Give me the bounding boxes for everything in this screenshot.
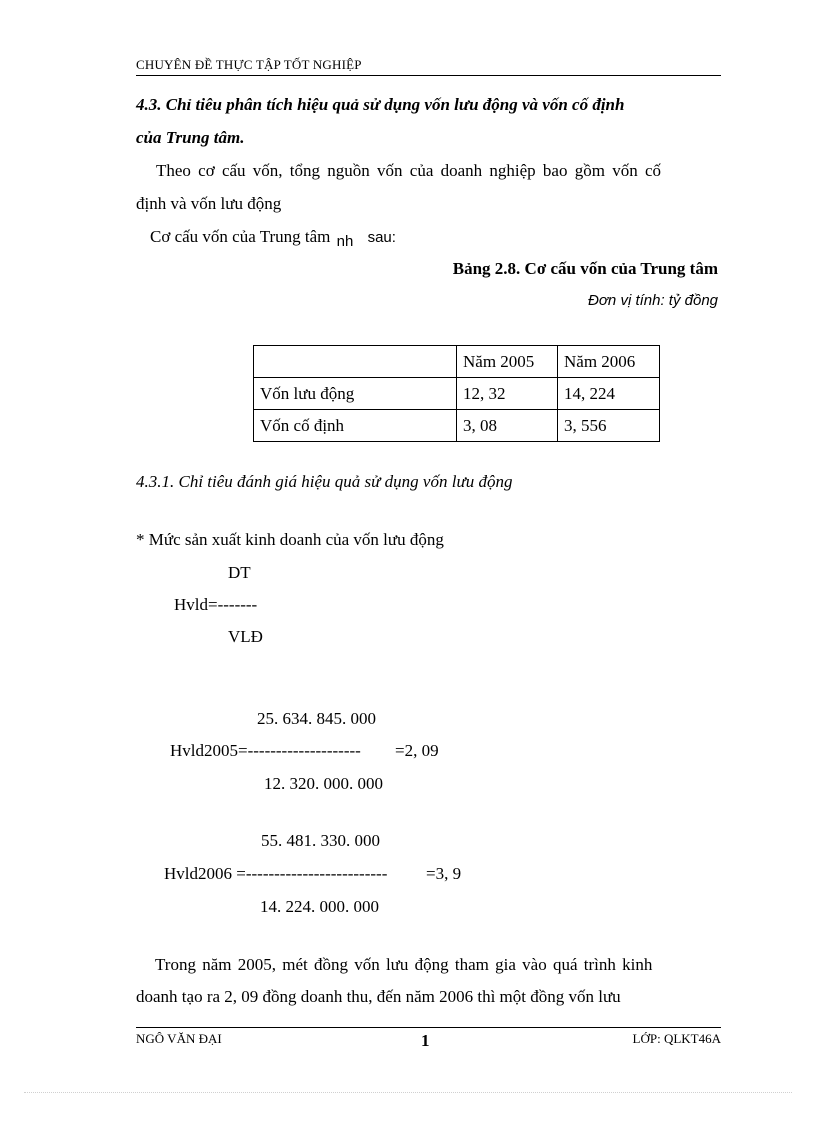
formula-denominator: 14. 224. 000. 000 [260, 897, 379, 916]
paragraph-line: Theo cơ cấu vốn, tổng nguồn vốn của doanh nghiệp bao gồm vốn cố [156, 161, 661, 180]
page-header-title: CHUYÊN ĐỀ THỰC TẬP TỐT NGHIỆP [136, 57, 362, 72]
formula-denominator: 12. 320. 000. 000 [264, 774, 383, 793]
table-header-cell [254, 346, 457, 378]
table-cell: 3, 08 [457, 410, 558, 442]
table-cell: 12, 32 [457, 378, 558, 410]
formula-result: =2, 09 [395, 741, 439, 760]
section-heading-line1: 4.3. Chỉ tiêu phân tích hiệu quả sử dụng vốn lưu động và vốn cố định [136, 95, 625, 114]
table-row [254, 378, 660, 410]
table-cell: Vốn cố định [254, 410, 457, 442]
page-number: 1 [421, 1031, 430, 1050]
capital-structure-table [253, 345, 660, 442]
formula-result: =3, 9 [426, 864, 462, 883]
table-cell: 14, 224 [558, 378, 660, 410]
paragraph-intro [150, 227, 396, 250]
table-cell: Vốn lưu động [254, 378, 457, 410]
formula-lhs: Hvld=------- [174, 595, 258, 614]
paragraph-line: định và vốn lưu động [136, 194, 282, 213]
formula-lhs: Hvld2005=-------------------- [170, 741, 361, 760]
table-unit: Đơn vị tính: tỷ đồng [588, 292, 718, 309]
footer-rule [136, 1027, 721, 1028]
table-row [254, 410, 660, 442]
formula-numerator: 25. 634. 845. 000 [257, 709, 376, 728]
bullet-item: * Mức sản xuất kinh doanh của vốn lưu động [136, 530, 444, 549]
table-cell: 3, 556 [558, 410, 660, 442]
table-header-row [254, 346, 660, 378]
header-rule [136, 75, 721, 76]
paragraph-line: Trong năm 2005, mét đồng vốn lưu động tham gia vào quá trình kinh [155, 955, 653, 974]
table-caption: Bảng 2.8. Cơ cấu vốn của Trung tâm [452, 259, 718, 278]
section-heading-line2: của Trung tâm. [136, 128, 245, 147]
intro-text: Cơ cấu vốn của Trung tâm [150, 227, 331, 246]
table-header-cell: Năm 2006 [558, 346, 660, 378]
table-header-cell: Năm 2005 [457, 346, 558, 378]
formula-lhs: Hvld2006 =------------------------- [164, 864, 388, 883]
footer-author: NGÔ VĂN ĐẠI [136, 1031, 222, 1046]
footer-class: LỚP: QLKT46A [632, 1031, 721, 1046]
formula-denominator: VLĐ [228, 627, 263, 646]
subsection-heading: 4.3.1. Chỉ tiêu đánh giá hiệu quả sử dụng vốn lưu động [136, 472, 513, 491]
intro-fragment: nh [336, 233, 354, 250]
formula-numerator: 55. 481. 330. 000 [261, 831, 380, 850]
page-bottom-divider [24, 1092, 792, 1093]
paragraph-line: doanh tạo ra 2, 09 đồng doanh thu, đến năm 2006 thì một đồng vốn lưu [136, 987, 621, 1006]
intro-suffix: sau: [367, 229, 396, 246]
formula-numerator: DT [228, 563, 251, 582]
